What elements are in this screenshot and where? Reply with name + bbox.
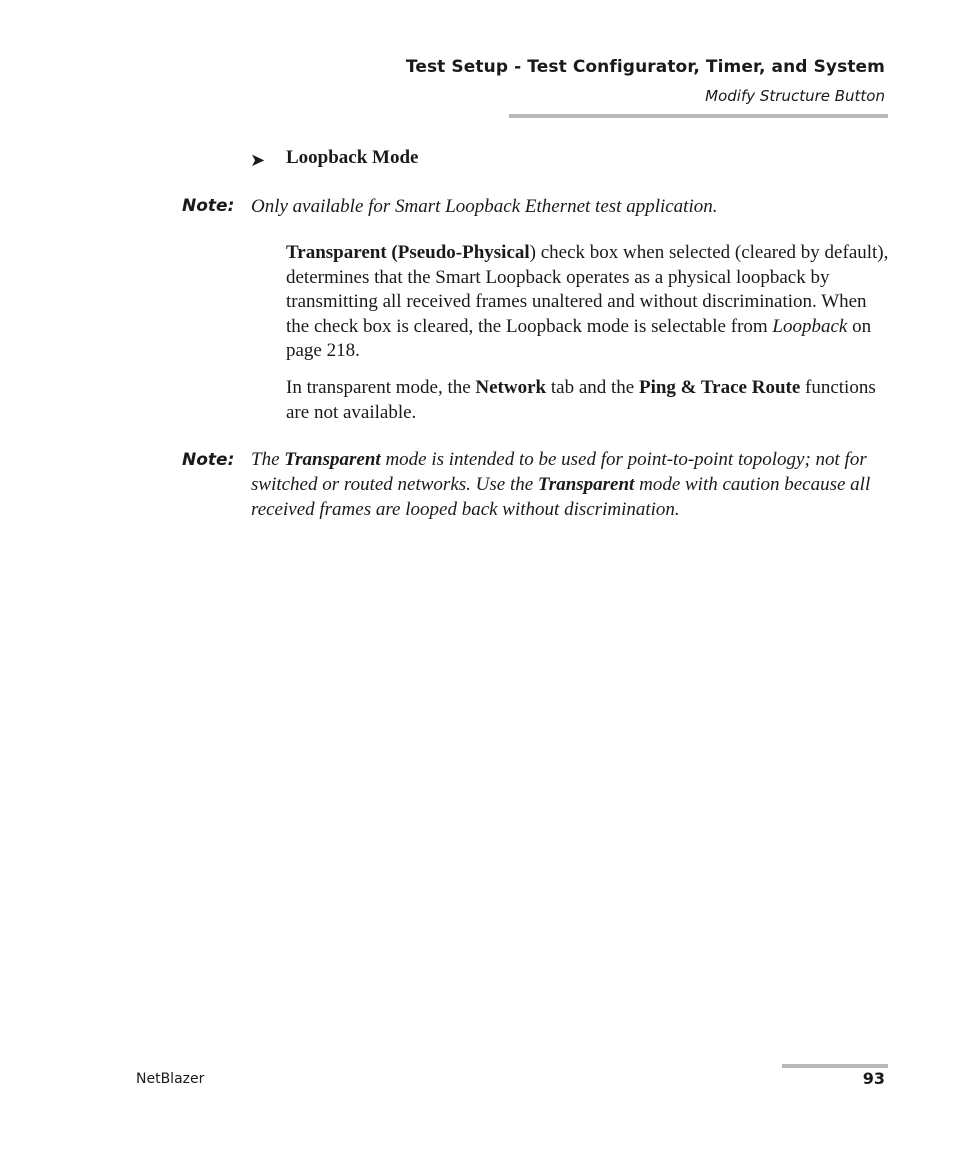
term-transparent-pseudo-physical: Transparent (Pseudo-Physical <box>286 242 530 263</box>
paragraph-text: ) check box when selected (cleared by default), determines that the Smart Loopback operates as a physical loopback by transmitting all received frames unaltered and without discrimination. When the check box is cleared, the Loopback mode is selectable from <box>286 242 889 337</box>
term-transparent: Transparent <box>537 474 635 495</box>
paragraph-transparent <box>286 241 891 364</box>
running-header-subtitle: Modify Structure Button <box>705 87 885 105</box>
section-heading: Loopback Mode <box>286 147 419 168</box>
note-text: Only available for Smart Loopback Ethernet test application. <box>251 196 718 217</box>
page-number: 93 <box>862 1069 885 1088</box>
note-text-end: mode with caution because all received frames are looped back without discrimination. <box>251 474 871 520</box>
paragraph-text-end: on page 218. <box>286 315 872 361</box>
term-ping-trace-route: Ping & Trace Route <box>638 377 801 398</box>
paragraph-text-mid: tab and the <box>546 377 639 398</box>
note-text-start: The <box>251 449 285 470</box>
footer-rule <box>782 1064 888 1068</box>
header-rule <box>509 114 888 118</box>
footer-product-name: NetBlazer <box>136 1071 205 1087</box>
running-header-title: Test Setup - Test Configurator, Timer, and System <box>405 57 885 77</box>
term-network: Network <box>475 377 547 398</box>
arrow-bullet-icon: ➤ <box>250 150 266 170</box>
note-label: Note: <box>182 196 235 216</box>
paragraph-text-start: In transparent mode, the <box>286 377 476 398</box>
term-transparent: Transparent <box>284 449 381 470</box>
paragraph-text-end: functions are not available. <box>286 377 876 423</box>
cross-reference-loopback[interactable]: Loopback <box>772 315 848 337</box>
note-text-transparent <box>251 447 891 522</box>
note-text-mid: mode is intended to be used for point-to-point topology; not for switched or routed networks. Use the <box>251 449 867 495</box>
paragraph-transparent-mode <box>286 376 891 425</box>
note-label: Note: <box>182 450 235 470</box>
